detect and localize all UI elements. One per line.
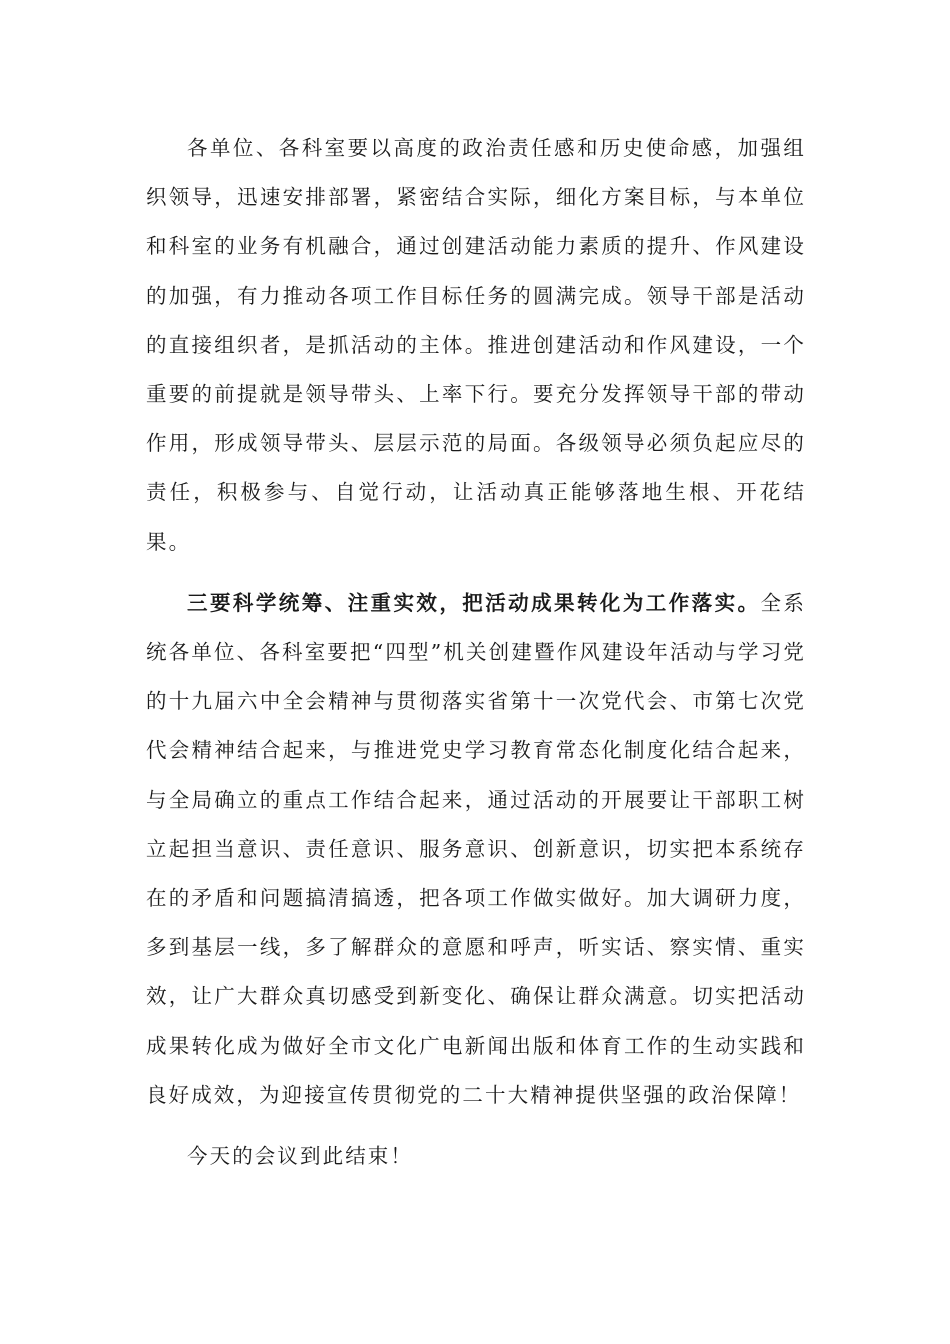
paragraph-text: 今天的会议到此结束！: [187, 1144, 413, 1169]
paragraph-text: 全系统各单位、各科室要把“四型”机关创建暨作风建设年活动与学习党的十九届六中全会精神与贯彻落实省第十一次党代会、市第七次党代会精神结合起来，与推进党史学习教育常态化制度化结合起来，与全局确立的重点工作结合起来，通过活动的开展要让干部职工树立起担当意识、责任意识、服务意识、创新意识，切实把本系统存在的矛盾和问题搞清搞透，把各项工作做实做好。加大调研力度，多到基层一线，多了解群众的意愿和呼声，听实话、察实情、重实效，让广大群众真切感受到新变化、确保让群众满意。切实把活动成果转化成为做好全市文化广电新闻出版和体育工作的生动实践和良好成效，为迎接宣传贯彻党的二十大精神提供坚强的政治保障！: [146, 590, 807, 1107]
paragraph-closing: [146, 1132, 806, 1181]
paragraph-text: 各单位、各科室要以高度的政治责任感和历史使命感，加强组织领导，迅速安排部署，紧密结合实际，细化方案目标，与本单位和科室的业务有机融合，通过创建活动能力素质的提升、作风建设的加强，有力推动各项工作目标任务的圆满完成。领导干部是活动的直接组织者，是抓活动的主体。推进创建活动和作风建设，一个重要的前提就是领导带头、上率下行。要充分发挥领导干部的带动作用，形成领导带头、层层示范的局面。各级领导必须负起应尽的责任，积极参与、自觉行动，让活动真正能够落地生根、开花结果。: [146, 136, 806, 554]
paragraph-point-three: [146, 579, 806, 1120]
document-body: [146, 124, 806, 1181]
paragraph-lead-bold: 三要科学统筹、注重实效，把活动成果转化为工作落实。: [187, 590, 761, 615]
paragraph-leadership: [146, 124, 806, 567]
